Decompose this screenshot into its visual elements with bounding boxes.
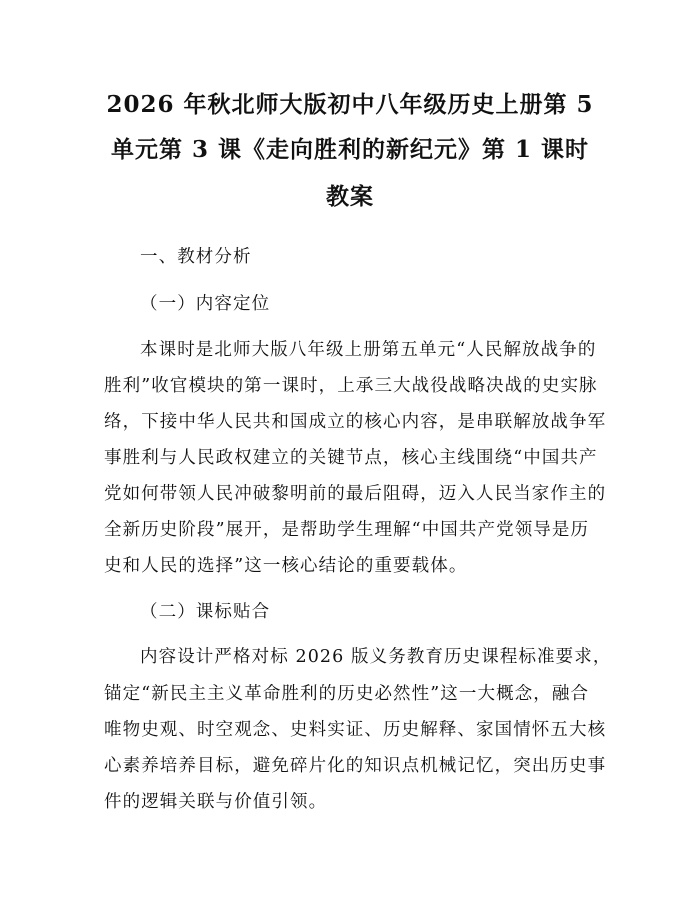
paragraph-1-line: 络，下接中华人民共和国成立的核心内容，是串联解放战争军 <box>104 412 607 432</box>
document-title-line-1: 2026 年秋北师大版初中八年级历史上册第 5 <box>106 91 594 118</box>
paragraph-1-line: 史和人民的选择”这一核心结论的重要载体。 <box>104 556 468 576</box>
subsection-heading-curriculum-fit: （二）课标贴合 <box>140 602 271 622</box>
paragraph-1-line: 全新历史阶段”展开，是帮助学生理解“中国共产党领导是历 <box>104 520 590 540</box>
paragraph-2-line: 心素养培养目标，避免碎片化的知识点机械记忆，突出历史事 <box>104 756 607 776</box>
paragraph-1-line: 胜利”收官模块的第一课时，上承三大战役战略决战的史实脉 <box>104 376 598 396</box>
paragraph-1-line: 党如何带领人民冲破黎明前的最后阻碍，迈入人民当家作主的 <box>104 484 607 504</box>
document-title-line-3: 教案 <box>326 183 374 210</box>
paragraph-2-line: 件的逻辑关联与价值引领。 <box>104 792 328 812</box>
subsection-heading-content-position: （一）内容定位 <box>140 294 271 314</box>
paragraph-1-line: 本课时是北师大版八年级上册第五单元“人民解放战争的 <box>140 340 597 360</box>
paragraph-2-line: 内容设计严格对标 2026 版义务教育历史课程标准要求， <box>140 647 612 667</box>
paragraph-2-line: 唯物史观、时空观念、史料实证、历史解释、家国情怀五大核 <box>104 720 607 740</box>
document-title-line-2: 单元第 3 课《走向胜利的新纪元》第 1 课时 <box>110 136 590 163</box>
paragraph-2-line: 锚定“新民主主义革命胜利的历史必然性”这一大概念，融合 <box>104 684 590 704</box>
section-heading-analysis: 一、教材分析 <box>140 247 252 267</box>
paragraph-1-line: 事胜利与人民政权建立的关键节点，核心主线围绕“中国共产 <box>104 448 598 468</box>
